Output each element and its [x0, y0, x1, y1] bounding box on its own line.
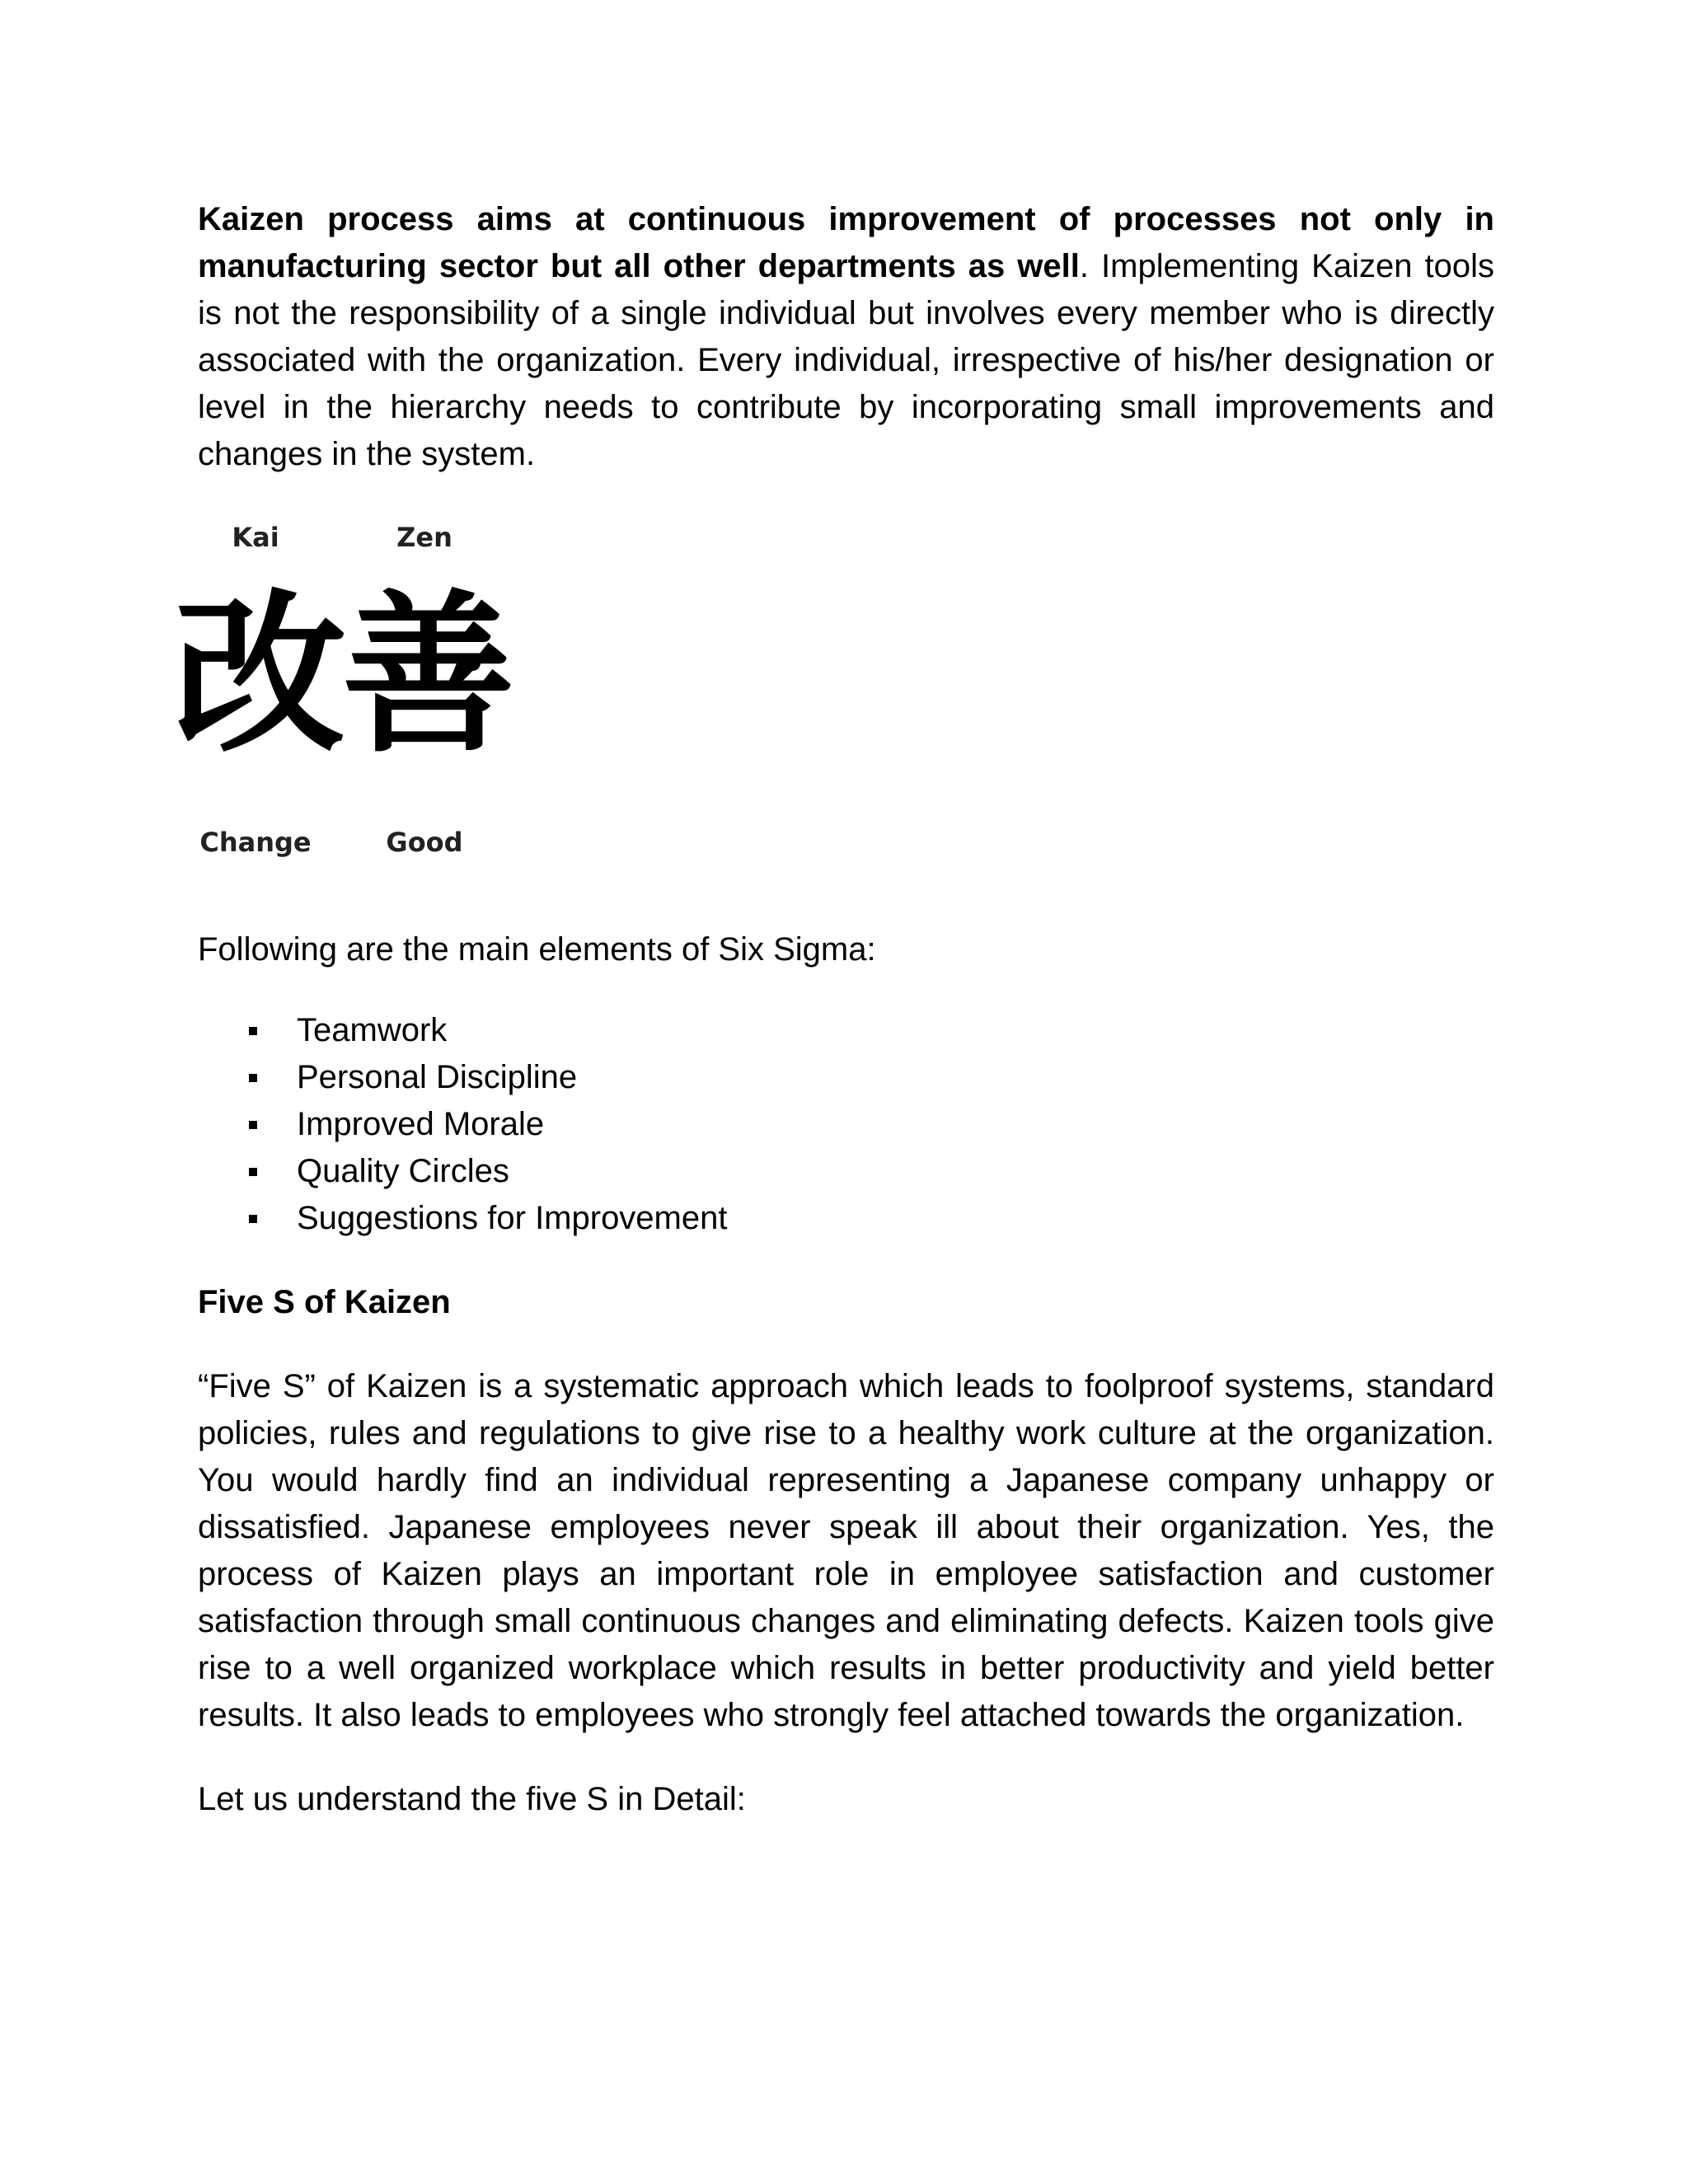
- elements-list: [198, 1007, 1494, 1242]
- zen-label: Zen: [396, 522, 452, 553]
- list-item-label: Personal Discipline: [297, 1059, 578, 1095]
- bullet-icon: [249, 1027, 257, 1035]
- kai-kanji: 改: [172, 573, 346, 776]
- bullet-icon: [249, 1121, 257, 1129]
- list-item-label: Suggestions for Improvement: [297, 1200, 728, 1236]
- kaizen-kanji-figure: [172, 522, 692, 877]
- intro-bold-text: Kaizen process aims at continuous improvement of processes not only in manufacturing sector but all other departments as well: [198, 201, 1494, 284]
- five-s-paragraph: “Five S” of Kaizen is a systematic approach which leads to foolproof systems, standard policies, rules and regulations to give rise to a healthy work culture at the organization. You would hardly find an individual representing a Japanese company unhappy or dissatisfied. Japanese employees never speak ill about their organization. Yes, the process of Kaizen plays an important role in employee satisfaction and customer satisfaction through small continuous changes and eliminating defects. Kaizen tools give rise to a well organized workplace which results in better productivity and yield better results. It also leads to employees who strongly feel attached towards the organization.: [198, 1368, 1494, 1733]
- intro-paragraph: [198, 196, 1494, 478]
- bullet-icon: [249, 1215, 257, 1223]
- list-item-label: Teamwork: [297, 1012, 448, 1048]
- closing-line: Let us understand the five S in Detail:: [198, 1781, 746, 1817]
- list-item: [198, 1195, 1494, 1242]
- list-item: [198, 1101, 1494, 1148]
- change-label: Change: [199, 827, 312, 858]
- elements-lead: Following are the main elements of Six Sigma:: [198, 931, 876, 968]
- list-item: [198, 1054, 1494, 1101]
- list-item: [198, 1007, 1494, 1054]
- bullet-icon: [249, 1168, 257, 1176]
- kai-label: Kai: [232, 522, 279, 553]
- good-label: Good: [386, 827, 463, 858]
- list-item: [198, 1148, 1494, 1195]
- zen-kanji: 善: [341, 573, 515, 776]
- document-page: [172, 196, 1494, 1823]
- five-s-heading: Five S of Kaizen: [198, 1284, 451, 1320]
- intro-rest-text: . Implementing Kaizen tools is not the responsibility of a single individual but involves every member who is directly associated with the organization. Every individual, irrespective of his/her designation or level in the hierarchy needs to contribute by incorporating small improvements and changes in the system.: [198, 248, 1494, 472]
- list-item-label: Improved Morale: [297, 1106, 545, 1142]
- list-item-label: Quality Circles: [297, 1153, 509, 1189]
- bullet-icon: [249, 1074, 257, 1082]
